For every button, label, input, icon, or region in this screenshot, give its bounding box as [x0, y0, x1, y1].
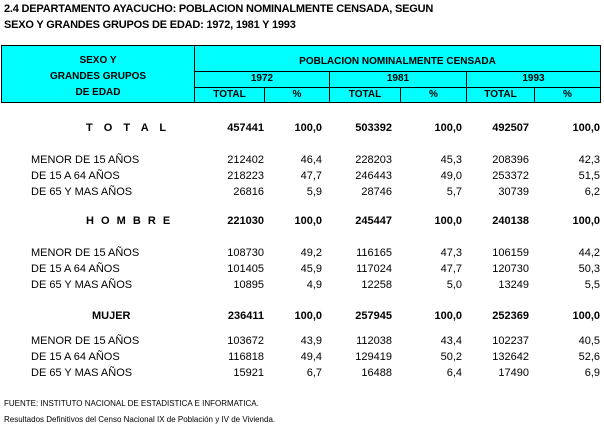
cell-value: 101405 [227, 263, 264, 275]
row-label: T O T A L [86, 122, 171, 134]
cell-value: 46,4 [300, 154, 322, 166]
cell-value: 100,0 [572, 122, 600, 134]
cell-value: 4,9 [306, 279, 322, 291]
footnote-results: Resultados Definitivos del Censo Nacional IX de Población y IV de Vivienda. [4, 415, 276, 424]
cell-value: 45,9 [300, 263, 322, 275]
cell-value: 10895 [233, 279, 264, 291]
col-label-line2: GRANDES GRUPOS [49, 71, 147, 82]
cell-value: 44,2 [578, 247, 600, 259]
cell-value: 112038 [356, 335, 392, 347]
cell-value: 103672 [227, 335, 264, 347]
cell-value: 40,5 [578, 335, 600, 347]
cell-value: 50,2 [440, 351, 462, 363]
table-row [0, 246, 604, 260]
cell-value: 52,6 [578, 351, 600, 363]
cell-value: 5,7 [446, 186, 462, 198]
cell-value: 132642 [492, 351, 529, 363]
cell-value: 503392 [355, 122, 392, 134]
cell-value: 49,2 [300, 247, 322, 259]
cell-value: 26816 [233, 186, 264, 198]
row-label: H O M B R E [86, 215, 173, 227]
table-row [0, 185, 604, 199]
cell-value: 257945 [355, 310, 392, 322]
cell-value: 492507 [492, 122, 529, 134]
table-row [0, 121, 604, 135]
table-row [0, 366, 604, 380]
cell-value: 49,4 [300, 351, 322, 363]
row-label: MENOR DE 15 AÑOS [31, 154, 140, 166]
year-1981: 1981 [386, 73, 410, 84]
cell-value: 100,0 [434, 122, 462, 134]
row-label: DE 15 A 64 AÑOS [31, 170, 120, 182]
cell-value: 43,4 [440, 335, 462, 347]
cell-value: 100,0 [294, 215, 322, 227]
row-label: DE 65 Y MAS AÑOS [31, 186, 133, 198]
cell-value: 108730 [227, 247, 264, 259]
sub-total-1972: TOTAL [213, 89, 246, 100]
table-header [1, 45, 601, 103]
cell-value: 253372 [492, 170, 529, 182]
cell-value: 100,0 [294, 310, 322, 322]
cell-value: 246443 [355, 170, 392, 182]
cell-value: 13249 [498, 279, 529, 291]
cell-value: 208396 [492, 154, 529, 166]
cell-value: 42,3 [578, 154, 600, 166]
cell-value: 100,0 [434, 310, 462, 322]
cell-value: 17490 [498, 367, 529, 379]
cell-value: 100,0 [434, 215, 462, 227]
cell-value: 47,7 [300, 170, 322, 182]
cell-value: 6,7 [306, 367, 322, 379]
row-label: DE 15 A 64 AÑOS [31, 351, 120, 363]
row-label: DE 65 Y MAS AÑOS [31, 367, 133, 379]
cell-value: 47,7 [440, 263, 462, 275]
table-row [0, 169, 604, 183]
col-label-line3: DE EDAD [75, 87, 121, 98]
table-title-line2: SEXO Y GRANDES GRUPOS DE EDAD: 1972, 1981 Y 1993 [4, 19, 296, 31]
cell-value: 236411 [227, 310, 264, 322]
sub-pct-1993: % [563, 89, 572, 100]
cell-value: 28746 [361, 186, 392, 198]
cell-value: 102237 [492, 335, 529, 347]
cell-value: 5,5 [584, 279, 600, 291]
cell-value: 12258 [361, 279, 392, 291]
sub-pct-1972: % [292, 89, 302, 100]
table-row [0, 350, 604, 364]
cell-value: 5,0 [446, 279, 462, 291]
cell-value: 51,5 [578, 170, 600, 182]
cell-value: 6,4 [446, 367, 462, 379]
cell-value: 240138 [492, 215, 529, 227]
cell-value: 221030 [227, 215, 264, 227]
super-header: POBLACION NOMINALMENTE CENSADA [299, 56, 496, 67]
row-label: MENOR DE 15 AÑOS [31, 247, 140, 259]
table-title-line1: 2.4 DEPARTAMENTO AYACUCHO: POBLACION NOMINALMENTE CENSADA, SEGUN [4, 3, 434, 15]
table-row [0, 214, 604, 228]
row-label: MENOR DE 15 AÑOS [31, 335, 140, 347]
cell-value: 245447 [355, 215, 392, 227]
cell-value: 15921 [233, 367, 264, 379]
sub-total-1993: TOTAL [484, 89, 517, 100]
sub-pct-1981: % [429, 89, 438, 100]
cell-value: 100,0 [572, 215, 600, 227]
cell-value: 6,2 [584, 186, 600, 198]
row-label: MUJER [92, 310, 131, 322]
cell-value: 129419 [355, 351, 392, 363]
cell-value: 49,0 [440, 170, 462, 182]
year-1993: 1993 [522, 73, 545, 84]
cell-value: 228203 [355, 154, 392, 166]
table-row [0, 334, 604, 348]
cell-value: 116165 [356, 247, 392, 259]
table-row [0, 309, 604, 323]
cell-value: 45,3 [440, 154, 462, 166]
table-row [0, 262, 604, 276]
cell-value: 218223 [227, 170, 264, 182]
cell-value: 100,0 [572, 310, 600, 322]
row-label: DE 15 A 64 AÑOS [31, 263, 120, 275]
cell-value: 50,3 [578, 263, 600, 275]
cell-value: 16488 [361, 367, 392, 379]
row-label: DE 65 Y MAS AÑOS [31, 279, 133, 291]
year-1972: 1972 [250, 73, 274, 84]
table-row [0, 278, 604, 292]
table-row [0, 153, 604, 167]
cell-value: 30739 [498, 186, 529, 198]
cell-value: 116818 [228, 351, 264, 363]
cell-value: 457441 [227, 122, 264, 134]
sub-total-1981: TOTAL [348, 89, 382, 100]
cell-value: 212402 [227, 154, 264, 166]
cell-value: 120730 [492, 263, 529, 275]
cell-value: 252369 [492, 310, 529, 322]
cell-value: 47,3 [440, 247, 462, 259]
cell-value: 100,0 [294, 122, 322, 134]
cell-value: 106159 [492, 247, 529, 259]
cell-value: 43,9 [300, 335, 322, 347]
footnote-source: FUENTE: INSTITUTO NACIONAL DE ESTADISTICA E INFORMATICA. [4, 399, 259, 408]
cell-value: 6,9 [584, 367, 600, 379]
col-label-line1: SEXO Y [79, 55, 117, 66]
cell-value: 117024 [356, 263, 392, 275]
cell-value: 5,9 [306, 186, 322, 198]
